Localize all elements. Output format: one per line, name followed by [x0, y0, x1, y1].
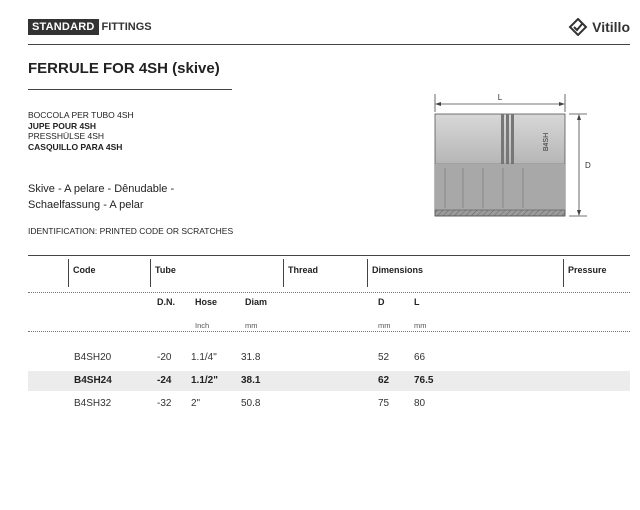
col-sep-tube	[150, 259, 151, 287]
name-italian: BOCCOLA PER TUBO 4SH	[28, 110, 134, 120]
table-row	[28, 348, 630, 368]
description-line-1: Skive - A pelare - Dênudable -	[28, 183, 175, 195]
product-description	[28, 181, 174, 213]
cell-code: B4SH24	[74, 375, 112, 386]
fittings-tag: FITTINGS	[101, 21, 152, 33]
cell-dn: -24	[157, 375, 172, 386]
identification-note: IDENTIFICATION: PRINTED CODE OR SCRATCHES	[28, 226, 234, 236]
subheader-l: L	[414, 297, 420, 307]
cell-l: 66	[414, 352, 426, 363]
name-german: PRESSHÜLSE 4SH	[28, 131, 105, 141]
cell-dn: -20	[157, 352, 172, 363]
subheader-dn: D.N.	[157, 297, 175, 307]
groove-1	[501, 114, 504, 164]
col-sep-code	[68, 259, 69, 287]
header-dimensions: Dimensions	[372, 265, 424, 275]
cell-hose: 2"	[191, 398, 201, 409]
col-sep-thread	[283, 259, 284, 287]
brand-name: Vitillo	[592, 19, 630, 35]
hatched-wall	[435, 210, 565, 216]
unit-d: mm	[378, 321, 391, 330]
cell-diam: 31.8	[241, 352, 261, 363]
cell-code: B4SH32	[74, 398, 112, 409]
cell-d: 52	[378, 352, 390, 363]
cell-dn: -32	[157, 398, 172, 409]
groove-3	[511, 114, 514, 164]
unit-l: mm	[414, 321, 427, 330]
name-french: JUPE POUR 4SH	[28, 120, 97, 131]
cell-d: 75	[378, 398, 390, 409]
product-names	[28, 110, 134, 152]
cell-l: 76.5	[414, 375, 434, 386]
length-label: L	[497, 93, 503, 102]
description-line-2: Schaelfassung - A pelar	[28, 199, 144, 211]
unit-hose: Inch	[195, 321, 210, 330]
brand-logo	[568, 18, 630, 36]
cell-d: 62	[378, 375, 390, 386]
table-row	[28, 394, 630, 414]
ferrule-drawing	[425, 92, 595, 222]
unit-diam: mm	[245, 321, 258, 330]
header-divider-dotted	[28, 292, 630, 293]
section-tag	[28, 19, 152, 35]
section-half	[435, 164, 565, 210]
page-title: FERRULE FOR 4SH (skive)	[28, 60, 220, 77]
header-code: Code	[73, 265, 96, 275]
header-divider	[28, 44, 630, 45]
table-row	[28, 371, 630, 391]
cell-hose: 1.1/4"	[191, 352, 217, 363]
header-tube: Tube	[155, 265, 176, 275]
cell-code: B4SH20	[74, 352, 112, 363]
cell-diam: 38.1	[241, 375, 261, 386]
subheader-divider-dotted	[28, 331, 630, 332]
col-sep-dimensions	[367, 259, 368, 287]
cell-diam: 50.8	[241, 398, 261, 409]
cell-hose: 1.1/2"	[191, 375, 218, 386]
name-spanish: CASQUILLO PARA 4SH	[28, 141, 123, 152]
standard-tag: STANDARD	[28, 19, 99, 35]
header-pressure: Pressure	[568, 265, 607, 275]
subheader-diam: Diam	[245, 297, 268, 307]
groove-2	[506, 114, 509, 164]
header-thread: Thread	[288, 265, 319, 275]
vitillo-diamond-logo-icon	[568, 18, 588, 36]
subheader-d: D	[378, 297, 385, 307]
title-underline	[28, 89, 232, 90]
subheader-hose: Hose	[195, 297, 218, 307]
table-top-rule	[28, 255, 630, 256]
marking-label: B4SH	[543, 132, 550, 152]
col-sep-pressure	[563, 259, 564, 287]
cell-l: 80	[414, 398, 426, 409]
diameter-label: D	[585, 161, 591, 170]
